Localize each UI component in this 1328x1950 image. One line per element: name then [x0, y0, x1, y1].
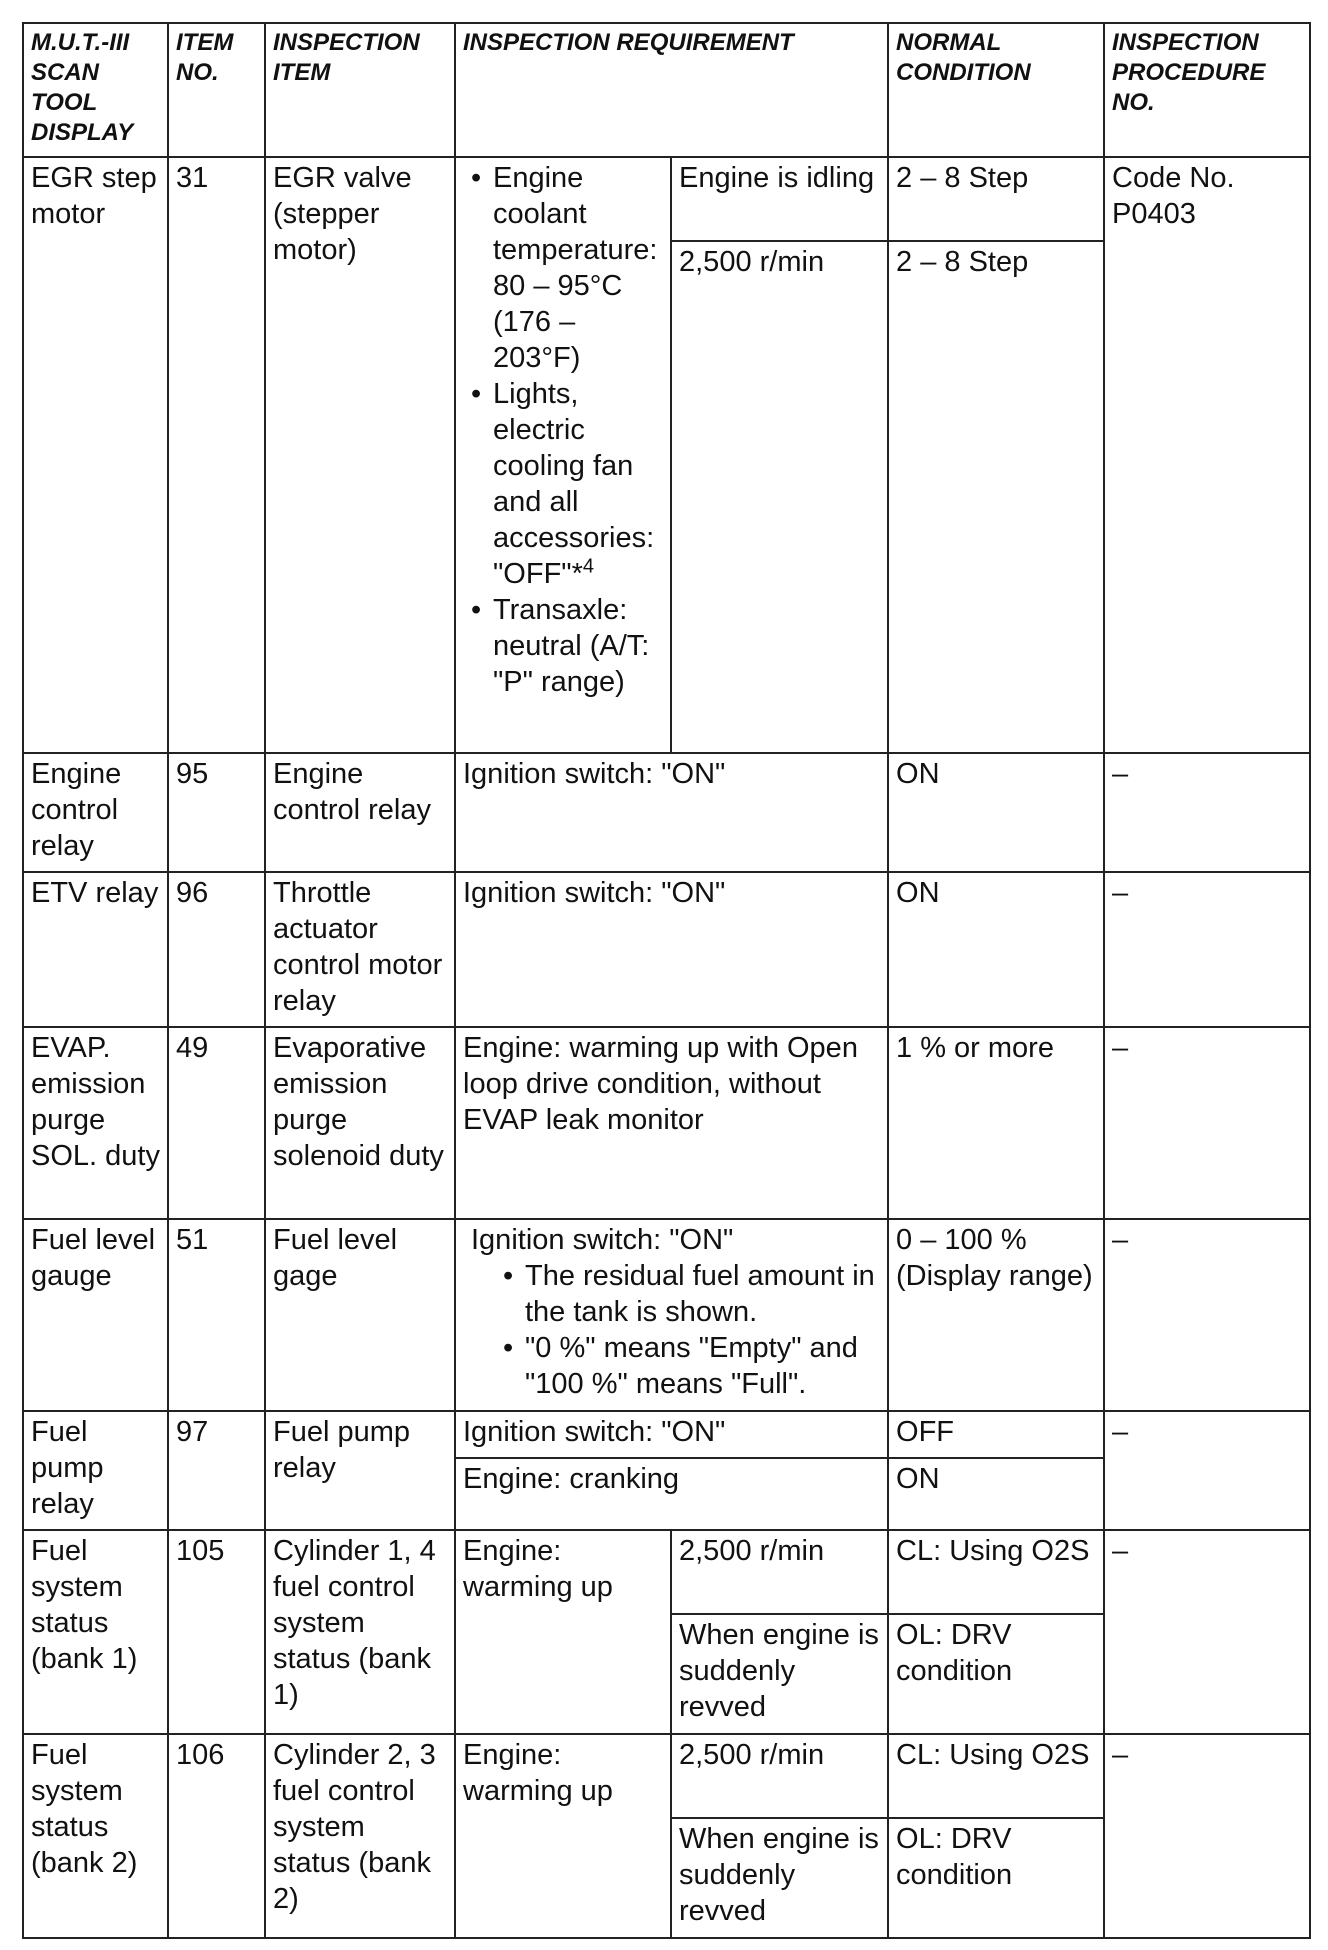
evap-procedure: –	[1104, 1027, 1310, 1219]
header-inspection-item: INSPECTION ITEM	[265, 23, 455, 157]
fuel-level-bullet-1: • The residual fuel amount in the tank is shown.	[463, 1258, 880, 1330]
fuel-level-req-title: Ignition switch: "ON"	[471, 1224, 734, 1256]
fss1-procedure: –	[1104, 1530, 1310, 1734]
fss2-display: Fuel system status (bank 2)	[23, 1734, 168, 1938]
evap-item: Evaporative emission purge solenoid duty	[265, 1027, 455, 1219]
fuel-level-normal: 0 – 100 % (Display range)	[888, 1219, 1104, 1411]
egr-display: EGR step motor	[23, 157, 168, 753]
egr-sub-2: 2,500 r/min	[671, 241, 888, 753]
fuel-pump-item: Fuel pump relay	[265, 1411, 455, 1530]
header-row	[23, 23, 1310, 157]
fss2-sub-2: When engine is suddenly revved	[671, 1818, 888, 1938]
fuel-pump-item-no: 97	[168, 1411, 265, 1530]
etv-item-no: 96	[168, 872, 265, 1027]
fss2-condition: Engine: warming up	[455, 1734, 671, 1938]
table-row-evap	[23, 1027, 1310, 1219]
fuel-level-bullet-2: • "0 %" means "Empty" and "100 %" means "Full".	[463, 1330, 880, 1402]
fss2-item-no: 106	[168, 1734, 265, 1938]
etv-normal: ON	[888, 872, 1104, 1027]
ecr-display: Engine control relay	[23, 753, 168, 872]
etv-display: ETV relay	[23, 872, 168, 1027]
fss1-condition: Engine: warming up	[455, 1530, 671, 1734]
evap-display: EVAP. emission purge SOL. duty	[23, 1027, 168, 1219]
ecr-normal: ON	[888, 753, 1104, 872]
table-row-fuel-level	[23, 1219, 1310, 1411]
header-procedure-no: INSPECTION PROCEDURE NO.	[1104, 23, 1310, 157]
fss2-item: Cylinder 2, 3 fuel control system status (bank 2)	[265, 1734, 455, 1938]
ecr-procedure: –	[1104, 753, 1310, 872]
table-row-fss2	[23, 1734, 1310, 1818]
table-row-egr	[23, 157, 1310, 241]
header-requirement: INSPECTION REQUIREMENT	[455, 23, 888, 157]
header-normal-condition: NORMAL CONDITION	[888, 23, 1104, 157]
evap-normal: 1 % or more	[888, 1027, 1104, 1219]
fss2-sub-1: 2,500 r/min	[671, 1734, 888, 1818]
table-row-etv	[23, 872, 1310, 1027]
etv-procedure: –	[1104, 872, 1310, 1027]
header-display: M.U.T.-III SCAN TOOL DISPLAY	[23, 23, 168, 157]
egr-sub-1: Engine is idling	[671, 157, 888, 241]
evap-item-no: 49	[168, 1027, 265, 1219]
fuel-level-item-no: 51	[168, 1219, 265, 1411]
egr-item: EGR valve (stepper motor)	[265, 157, 455, 753]
fuel-level-requirement	[455, 1219, 888, 1411]
fuel-pump-display: Fuel pump relay	[23, 1411, 168, 1530]
fuel-pump-procedure: –	[1104, 1411, 1310, 1530]
fuel-level-display: Fuel level gauge	[23, 1219, 168, 1411]
table-row-ecr	[23, 753, 1310, 872]
fuel-pump-req-2: Engine: cranking	[455, 1458, 888, 1530]
fss1-item-no: 105	[168, 1530, 265, 1734]
egr-normal-2: 2 – 8 Step	[888, 241, 1104, 753]
evap-requirement: Engine: warming up with Open loop drive condition, without EVAP leak monitor	[455, 1027, 888, 1219]
egr-normal-1: 2 – 8 Step	[888, 157, 1104, 241]
fss1-sub-2: When engine is suddenly revved	[671, 1614, 888, 1734]
fuel-level-item: Fuel level gage	[265, 1219, 455, 1411]
etv-requirement: Ignition switch: "ON"	[455, 872, 888, 1027]
fuel-pump-normal-1: OFF	[888, 1411, 1104, 1458]
egr-cond-1: • Engine coolant temperature: 80 – 95°C (176 – 203°F)	[463, 160, 663, 376]
fss1-display: Fuel system status (bank 1)	[23, 1530, 168, 1734]
fuel-level-procedure: –	[1104, 1219, 1310, 1411]
fss1-sub-1: 2,500 r/min	[671, 1530, 888, 1614]
egr-cond-2-text: Lights, electric cooling fan and all accessories: "OFF"*	[493, 378, 655, 590]
inspection-table	[22, 22, 1311, 1939]
etv-item: Throttle actuator control motor relay	[265, 872, 455, 1027]
egr-conditions	[455, 157, 671, 753]
fss1-normal-1: CL: Using O2S	[888, 1530, 1104, 1614]
egr-procedure: Code No. P0403	[1104, 157, 1310, 753]
fuel-pump-normal-2: ON	[888, 1458, 1104, 1530]
fss2-normal-2: OL: DRV condition	[888, 1818, 1104, 1938]
egr-cond-2	[463, 376, 663, 592]
ecr-item-no: 95	[168, 753, 265, 872]
ecr-item: Engine control relay	[265, 753, 455, 872]
fuel-pump-req-1: Ignition switch: "ON"	[455, 1411, 888, 1458]
table-row-fss1	[23, 1530, 1310, 1614]
egr-cond-3: • Transaxle: neutral (A/T: "P" range)	[463, 592, 663, 700]
table-row-fuel-pump	[23, 1411, 1310, 1458]
header-item-no: ITEM NO.	[168, 23, 265, 157]
fss1-item: Cylinder 1, 4 fuel control system status (bank 1)	[265, 1530, 455, 1734]
egr-item-no: 31	[168, 157, 265, 753]
egr-footnote-mark: 4	[582, 555, 594, 578]
fss2-normal-1: CL: Using O2S	[888, 1734, 1104, 1818]
ecr-requirement: Ignition switch: "ON"	[455, 753, 888, 872]
fss2-procedure: –	[1104, 1734, 1310, 1938]
fss1-normal-2: OL: DRV condition	[888, 1614, 1104, 1734]
